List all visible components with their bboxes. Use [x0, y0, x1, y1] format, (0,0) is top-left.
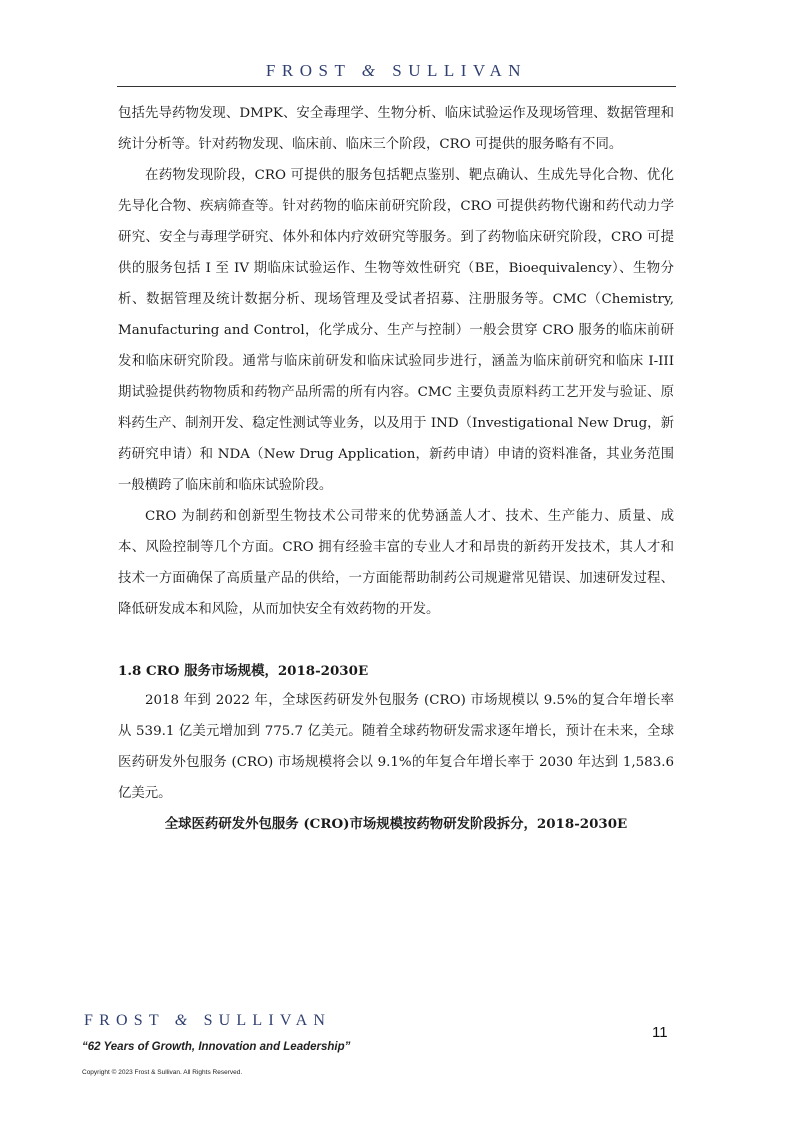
footer-logo	[84, 1012, 331, 1030]
section-spacer	[118, 625, 674, 657]
header-logo-frost: FROST	[265, 61, 352, 80]
footer-logo-sullivan: SULLIVAN	[203, 1012, 332, 1029]
paragraph-cro-stage-services: 在药物发现阶段，CRO 可提供的服务包括靶点鉴别、靶点确认、生成先导化合物、优化先导化合物、疾病筛查等。针对药物的临床前研究阶段，CRO 可提供药物代谢和药代动力学研究、安全与毒理学研究、体外和体内疗效研究等服务。到了药物临床研究阶段，CRO 可提供的服务包括 I 至 IV 期临床试验运作、生物等效性研究（BE，Bioequivalency）、生物分析、数据管理及统计数据分析、现场管理及受试者招募、注册服务等。CMC（Chemistry, Manufacturing and Control，化学成分、生产与控制）一般会贯穿 CRO 服务的临床前研发和临床研究阶段。通常与临床前研发和临床试验同步进行，涵盖为临床前研究和临床 I-III 期试验提供药物物质和药物产品所需的所有内容。CMC 主要负责原料药工艺开发与验证、原料药生产、制剂开发、稳定性测试等业务，以及用于 IND（Investigational New Drug，新药研究申请）和 NDA（New Drug Application，新药申请）申请的资料准备，其业务范围一般横跨了临床前和临床试验阶段。	[118, 168, 674, 493]
footer-tagline: “62 Years of Growth, Innovation and Leadership”	[82, 1041, 351, 1053]
section-heading	[118, 657, 674, 685]
figure-title: 全球医药研发外包服务 (CRO)市场规模按药物研发阶段拆分，2018-2030E	[164, 816, 628, 832]
section-title: CRO 服务市场规模，2018-2030E	[146, 663, 369, 679]
paragraph-market-size: 2018 年到 2022 年，全球医药研发外包服务 (CRO) 市场规模以 9.5%的复合年增长率从 539.1 亿美元增加到 775.7 亿美元。随着全球药物研发需求逐年增长，预计在未来，全球医药研发外包服务 (CRO) 市场规模将会以 9.1%的年复合年增长率于 2030 年达到 1,583.6 亿美元。	[118, 693, 674, 801]
header-divider	[117, 86, 676, 87]
footer-copyright: Copyright © 2023 Frost & Sullivan. All Rights Reserved.	[82, 1069, 243, 1076]
footer-logo-ampersand: &	[174, 1012, 194, 1029]
section-number: 1.8	[118, 663, 142, 679]
page-number: 11	[652, 1024, 668, 1041]
paragraph-cro-services-intro: 包括先导药物发现、DMPK、安全毒理学、生物分析、临床试验运作及现场管理、数据管理和统计分析等。针对药物发现、临床前、临床三个阶段，CRO 可提供的服务略有不同。	[118, 106, 674, 152]
header-logo-ampersand: &	[361, 61, 382, 80]
footer-logo-frost: FROST	[84, 1012, 165, 1029]
header-logo-sullivan: SULLIVAN	[392, 61, 528, 80]
header-logo	[0, 61, 793, 81]
document-body	[118, 98, 674, 840]
paragraph-cro-advantages: CRO 为制药和创新型生物技术公司带来的优势涵盖人才、技术、生产能力、质量、成本、风险控制等几个方面。CRO 拥有经验丰富的专业人才和昂贵的新药开发技术，其人才和技术一方面确保了高质量产品的供给，一方面能帮助制药公司规避常见错误、加速研发过程、降低研发成本和风险，从而加快安全有效药物的开发。	[118, 509, 674, 617]
